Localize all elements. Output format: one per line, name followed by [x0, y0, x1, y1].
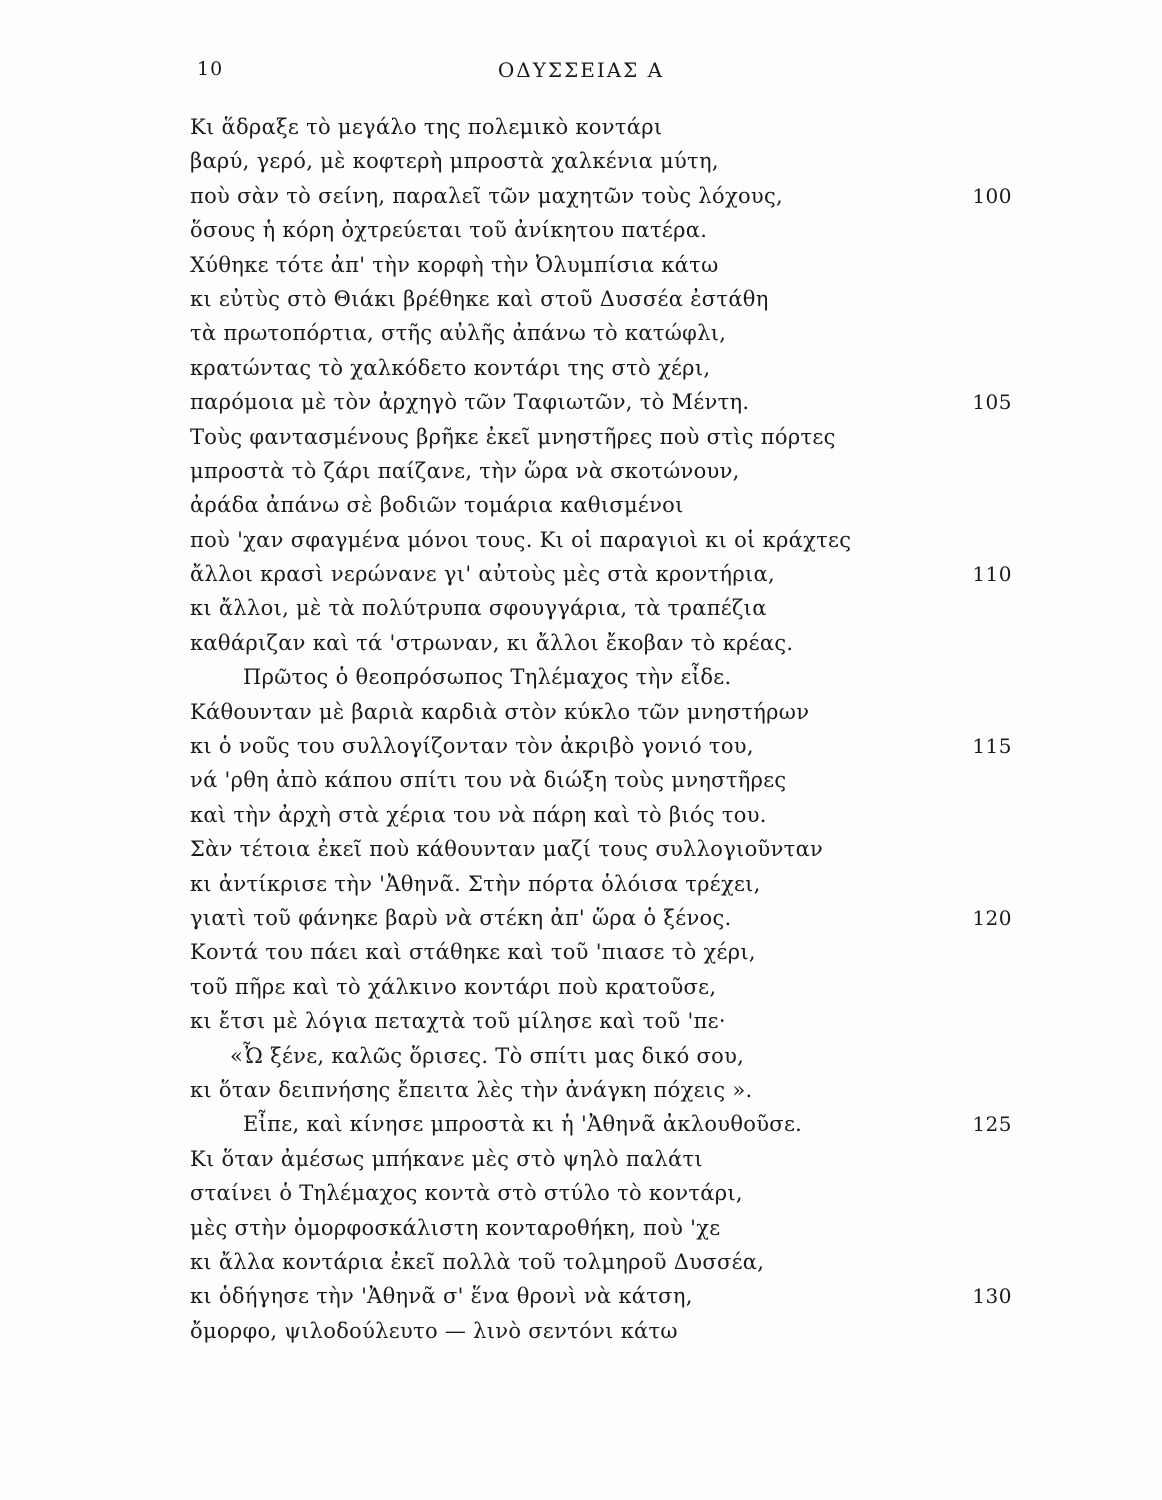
verse-line — [0, 1073, 1162, 1107]
verse-line — [0, 832, 1162, 866]
verse-line — [0, 523, 1162, 557]
verse-line — [0, 1176, 1162, 1210]
verse-line — [0, 1004, 1162, 1038]
verse-text: Κι ἅδραξε τὸ μεγάλο της πολεμικὸ κοντάρι — [190, 115, 663, 139]
verse-line — [0, 1314, 1162, 1348]
line-number: 100 — [972, 183, 1012, 208]
verse-text: κι ἔτσι μὲ λόγια πεταχτὰ τοῦ μίλησε καὶ τοῦ 'πε· — [190, 1009, 726, 1034]
verse-text: Εἶπε, καὶ κίνησε μπροστὰ κι ἡ 'Ἀθηνᾶ ἀκλουθοῦσε. — [243, 1112, 803, 1137]
running-title: ΟΔΥΣΣΕΙΑΣ Α — [497, 58, 665, 82]
verse-text: ἀράδα ἀπάνω σὲ βοδιῶν τομάρια καθισμένοι — [190, 493, 684, 518]
verse-line — [0, 970, 1162, 1004]
verse-line — [0, 867, 1162, 901]
verse-text: ὅσους ἡ κόρη ὀχτρεύεται τοῦ ἀνίκητου πατέρα. — [190, 218, 708, 243]
verse-text: κρατώντας τὸ χαλκόδετο κοντάρι της στὸ χέρι, — [190, 355, 711, 380]
verse-line — [0, 385, 1162, 419]
verse-line — [0, 591, 1162, 625]
verse-line — [0, 1107, 1162, 1141]
verse-text: Κοντά του πάει καὶ στάθηκε καὶ τοῦ 'πιασε τὸ χέρι, — [190, 940, 756, 965]
verse-text: Κι ὅταν ἀμέσως μπήκανε μὲς στὸ ψηλὸ παλάτι — [190, 1146, 703, 1171]
verse-line — [0, 901, 1162, 935]
verse-text: τοῦ πῆρε καὶ τὸ χάλκινο κοντάρι ποὺ κρατοῦσε, — [190, 974, 717, 999]
verse-text: τὰ πρωτοπόρτια, στῆς αὐλῆς ἀπάνω τὸ κατώφλι, — [190, 321, 727, 346]
page-header — [0, 58, 1162, 88]
verse-line — [0, 351, 1162, 385]
verse-line — [0, 763, 1162, 797]
verse-text: Τοὺς φαντασμένους βρῆκε ἐκεῖ μνηστῆρες ποὺ στὶς πόρτες — [190, 424, 836, 449]
verse-text: Σὰν τέτοια ἐκεῖ ποὺ κάθουνταν μαζί τους συλλογιοῦνταν — [190, 837, 824, 862]
line-number: 110 — [972, 562, 1012, 587]
verse-text: κι ὁ νοῦς του συλλογίζονταν τὸν ἀκριβὸ γονιό του, — [190, 734, 754, 759]
verse-text: ἄλλοι κρασὶ νερώνανε γι' αὐτοὺς μὲς στὰ κροντήρια, — [190, 562, 775, 587]
verse-text: σταίνει ὁ Τηλέμαχος κοντὰ στὸ στύλο τὸ κοντάρι, — [190, 1181, 743, 1206]
verse-text: Πρῶτος ὁ θεοπρόσωπος Τηλέμαχος τὴν εἶδε. — [243, 665, 732, 690]
verse-line — [0, 729, 1162, 763]
verse-text: κι ἄλλα κοντάρια ἐκεῖ πολλὰ τοῦ τολμηροῦ Δυσσέα, — [190, 1249, 765, 1274]
verse-text: κι ὅταν δειπνήσης ἔπειτα λὲς τὴν ἀνάγκη πόχεις ». — [190, 1077, 753, 1102]
line-number: 105 — [972, 390, 1012, 415]
verse-line — [0, 935, 1162, 969]
verse-line — [0, 557, 1162, 591]
verse-text: κι ἄλλοι, μὲ τὰ πολύτρυπα σφουγγάρια, τὰ τραπέζια — [190, 596, 767, 621]
verse-text: ποὺ σὰν τὸ σείνη, παραλεῖ τῶν μαχητῶν τοὺς λόχους, — [190, 183, 784, 208]
verse-line — [0, 1039, 1162, 1073]
line-number: 125 — [972, 1112, 1012, 1137]
line-number: 115 — [972, 734, 1012, 759]
line-number: 120 — [972, 905, 1012, 930]
verse-line — [0, 626, 1162, 660]
verse-text: μὲς στὴν ὀμορφοσκάλιστη κονταροθήκη, ποὺ 'χε — [190, 1215, 721, 1240]
verse-line — [0, 1142, 1162, 1176]
verse-line — [0, 1279, 1162, 1313]
verse-text: μπροστὰ τὸ ζάρι παίζανε, τὴν ὥρα νὰ σκοτώνουν, — [190, 458, 740, 483]
verse-line — [0, 248, 1162, 282]
verse-text: ὄμορφο, ψιλοδούλευτο — λινὸ σεντόνι κάτω — [190, 1318, 678, 1343]
page-number: 10 — [197, 58, 224, 80]
verse-line — [0, 1211, 1162, 1245]
verse-line — [0, 420, 1162, 454]
verse-text: βαρύ, γερό, μὲ κοφτερὴ μπροστὰ χαλκένια μύτη, — [190, 149, 719, 174]
verse-text: «Ὦ ξένε, καλῶς ὅρισες. Τὸ σπίτι μας δικό σου, — [230, 1043, 745, 1068]
verse-line — [0, 144, 1162, 178]
verse-line — [0, 660, 1162, 694]
verse-text: παρόμοια μὲ τὸν ἀρχηγὸ τῶν Ταφιωτῶν, τὸ Μέντη. — [190, 390, 750, 415]
verse-line — [0, 213, 1162, 247]
verse-line — [0, 1245, 1162, 1279]
verse-line — [0, 798, 1162, 832]
verse-text: νά 'ρθη ἀπὸ κάπου σπίτι του νὰ διώξη τοὺς μνηστῆρες — [190, 768, 787, 793]
verse-text: κι ὁδήγησε τὴν 'Ἀθηνᾶ σ' ἕνα θρονὶ νὰ κάτση, — [190, 1284, 693, 1309]
verse-text: κι ἀντίκρισε τὴν 'Ἀθηνᾶ. Στὴν πόρτα ὁλόισα τρέχει, — [190, 871, 761, 896]
verse-text: Κάθουνταν μὲ βαριὰ καρδιὰ στὸν κύκλο τῶν μνηστήρων — [190, 699, 810, 724]
verse-text: καὶ τὴν ἀρχὴ στὰ χέρια του νὰ πάρη καὶ τὸ βιός του. — [190, 802, 767, 827]
verse-text: ποὺ 'χαν σφαγμένα μόνοι τους. Κι οἱ παραγιοὶ κι οἱ κράχτες — [190, 527, 852, 552]
verse-text: καθάριζαν καὶ τά 'στρωναν, κι ἄλλοι ἔκοβαν τὸ κρέας. — [190, 630, 794, 655]
verse-line — [0, 179, 1162, 213]
verse-list — [0, 110, 1162, 1348]
verse-line — [0, 316, 1162, 350]
verse-line — [0, 488, 1162, 522]
verse-text: Χύθηκε τότε ἀπ' τὴν κορφὴ τὴν Ὀλυμπίσια κάτω — [190, 252, 719, 277]
verse-line — [0, 110, 1162, 144]
verse-line — [0, 695, 1162, 729]
verse-line — [0, 454, 1162, 488]
verse-line — [0, 282, 1162, 316]
line-number: 130 — [972, 1284, 1012, 1309]
verse-text: γιατὶ τοῦ φάνηκε βαρὺ νὰ στέκη ἀπ' ὥρα ὁ ξένος. — [190, 905, 732, 930]
verse-text: κι εὐτὺς στὸ Θιάκι βρέθηκε καὶ στοῦ Δυσσέα ἐστάθη — [190, 286, 769, 311]
